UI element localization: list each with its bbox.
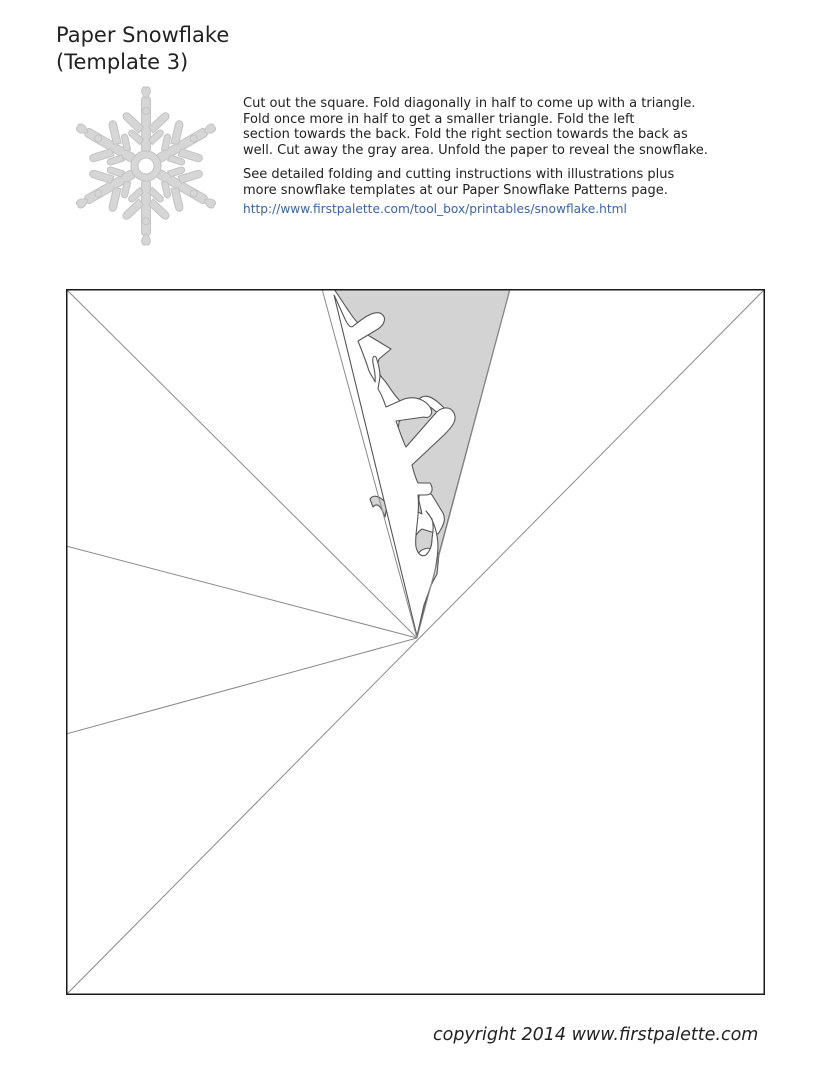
instructions (243, 96, 803, 217)
instructions-paragraph-1 (243, 96, 803, 158)
instructions-paragraph-2 (243, 167, 803, 198)
snowflake-template-square (66, 289, 765, 995)
instruction-line: more snowflake templates at our Paper Snowflake Patterns page. (243, 182, 668, 198)
fold-line (66, 546, 417, 638)
title-line-2: (Template 3) (56, 50, 189, 74)
instruction-line: well. Cut away the gray area. Unfold the paper to reveal the snowflake. (243, 142, 708, 158)
snowflake-icon (74, 86, 218, 246)
page-title (56, 22, 229, 76)
instruction-line: Cut out the square. Fold diagonally in half to come up with a triangle. (243, 96, 696, 111)
instruction-line: See detailed folding and cutting instructions with illustrations plus (243, 167, 675, 183)
instruction-line: Fold once more in half to get a smaller triangle. Fold the left (243, 111, 635, 127)
snowflake-patterns-link[interactable]: http://www.firstpalette.com/tool_box/printables/snowflake.html (243, 201, 627, 216)
fold-line (66, 289, 417, 638)
fold-line (66, 638, 417, 734)
title-line-1: Paper Snowflake (56, 23, 230, 47)
instruction-line: section towards the back. Fold the right section towards the back as (243, 127, 688, 143)
copyright-footer: copyright 2014 www.firstpalette.com (433, 1025, 759, 1045)
